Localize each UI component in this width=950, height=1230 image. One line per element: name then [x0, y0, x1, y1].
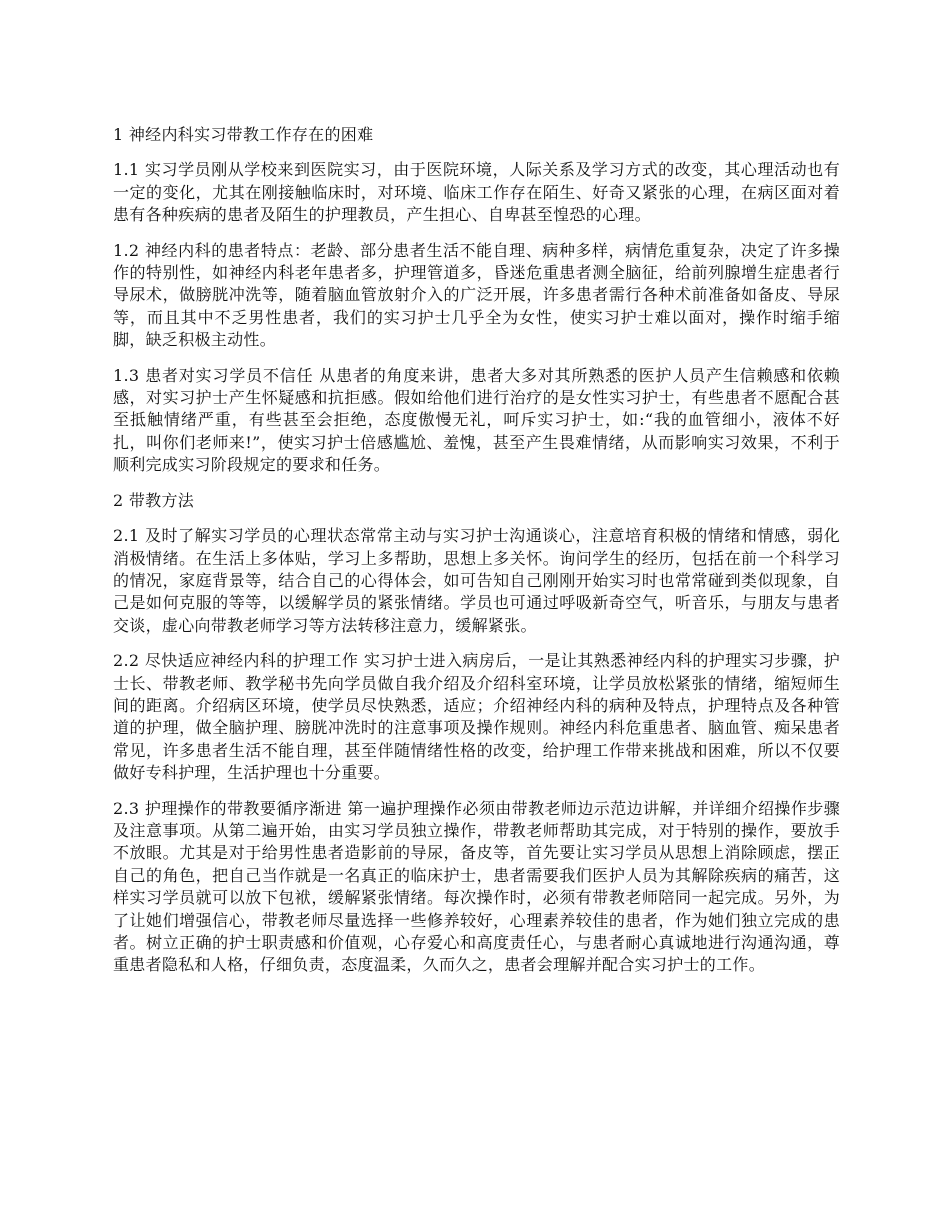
paragraph-1-2: 1.2 神经内科的患者特点：老龄、部分患者生活不能自理、病种多样，病情危重复杂，决定了许多操作的特别性，如神经内科老年患者多，护理管道多，昏迷危重患者测全脑征，给前列腺增生症患者行导尿术，做膀胱冲洗等，随着脑血管放射介入的广泛开展，许多患者需行各种术前准备如备皮、导尿等，而且其中不乏男性患者，我们的实习护士几乎全为女性，使实习护士难以面对，操作时缩手缩脚，缺乏积极主动性。: [113, 240, 840, 350]
paragraph-2-2: 2.2 尽快适应神经内科的护理工作 实习护士进入病房后，一是让其熟悉神经内科的护理实习步骤，护士长、带教老师、教学秘书先向学员做自我介绍及介绍科室环境，让学员放松紧张的情绪，缩短师生间的距离。介绍病区环境，使学员尽快熟悉，适应；介绍神经内科的病种及特点，护理特点及各种管道的护理，做全脑护理、膀胱冲洗时的注意事项及操作规则。神经内科危重患者、脑血管、痴呆患者常见，许多患者生活不能自理，甚至伴随情绪性格的改变，给护理工作带来挑战和困难，所以不仅要做好专科护理，生活护理也十分重要。: [113, 651, 840, 783]
paragraph-2-1: 2.1 及时了解实习学员的心理状态常常主动与实习护士沟通谈心，注意培育积极的情绪和情感，弱化消极情绪。在生活上多体贴，学习上多帮助，思想上多关怀。询问学生的经历，包括在前一个科学习的情况，家庭背景等，结合自己的心得体会，如可告知自己刚刚开始实习时也常常碰到类似现象，自己是如何克服的等等，以缓解学员的紧张情绪。学员也可通过呼吸新奇空气，听音乐，与朋友与患者交谈，虚心向带教老师学习等方法转移注意力，缓解紧张。: [113, 526, 840, 635]
section-2-heading: 2 带教方法: [113, 490, 195, 510]
paragraph-1-3: 1.3 患者对实习学员不信任 从患者的角度来讲，患者大多对其所熟悉的医护人员产生信赖感和依赖感，对实习护士产生怀疑感和抗拒感。假如给他们进行治疗的是女性实习护士，有些患者不愿配合甚至抵触情绪严重，有些甚至会拒绝，态度傲慢无礼，呵斥实习护士，如:“我的血管细小，液体不好扎，叫你们老师来!”，使实习护士倍感尴尬、羞愧，甚至产生畏难情绪，从而影响实习效果，不利于顺利完成实习阶段规定的要求和任务。: [113, 365, 840, 475]
paragraph-2-3: 2.3 护理操作的带教要循序渐进 第一遍护理操作必须由带教老师边示范边讲解，并详细介绍操作步骤及注意事项。从第二遍开始，由实习学员独立操作，带教老师帮助其完成，对于特别的操作，要放手不放眼。尤其是对于给男性患者造影前的导尿，备皮等，首先要让实习学员从思想上消除顾虑，摆正自己的角色，把自己当作就是一名真正的临床护士，患者需要我们医护人员为其解除疾病的痛苦，这样实习学员就可以放下包袱，缓解紧张情绪。每次操作时，必须有带教老师陪同一起完成。另外，为了让她们增强信心，带教老师尽量选择一些修养较好，心理素养较佳的患者，作为她们独立完成的患者。树立正确的护士职责感和价值观，心存爱心和高度责任心，与患者耐心真诚地进行沟通沟通，尊重患者隐私和人格，仔细负责，态度温柔，久而久之，患者会理解并配合实习护士的工作。: [113, 798, 840, 975]
paragraph-1-1: 1.1 实习学员刚从学校来到医院实习，由于医院环境，人际关系及学习方式的改变，其心理活动也有一定的变化，尤其在刚接触临床时，对环境、临床工作存在陌生、好奇又紧张的心理，在病区面对着患有各种疾病的患者及陌生的护理教员，产生担心、自卑甚至惶恐的心理。: [113, 160, 840, 225]
document-page: [113, 124, 840, 990]
section-1-heading: 1 神经内科实习带教工作存在的困难: [113, 125, 374, 144]
